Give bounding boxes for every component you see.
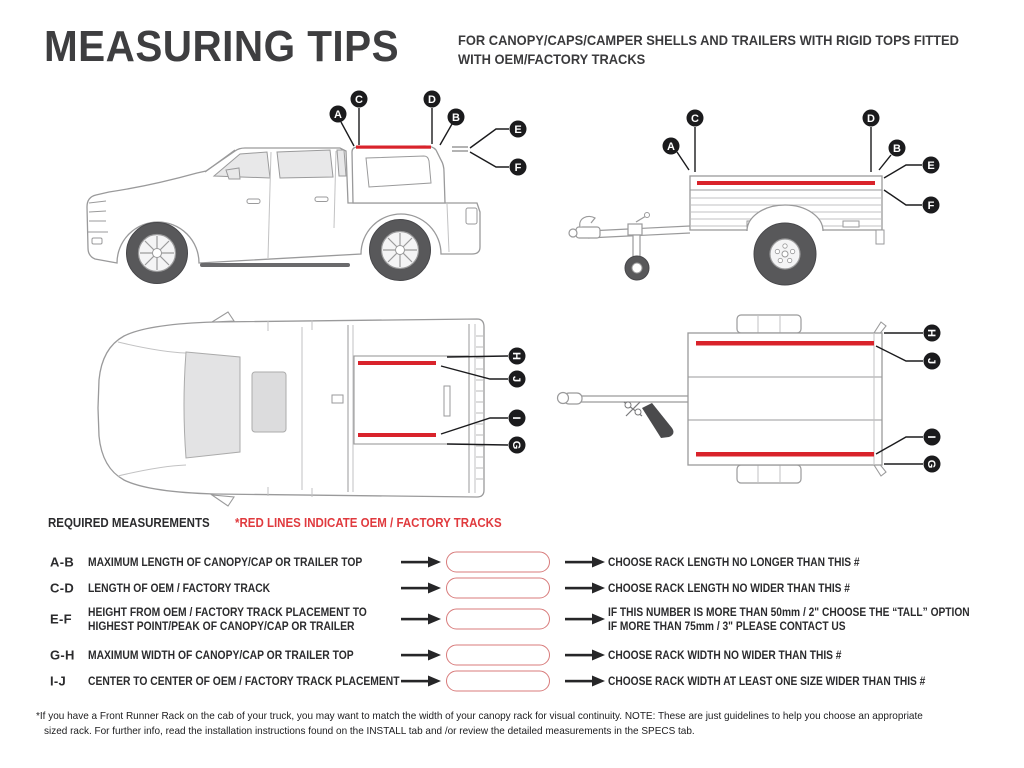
measurement-description: LENGTH OF OEM / FACTORY TRACK [88, 580, 271, 595]
measurements-section-header [48, 516, 525, 530]
label-badge-trailer-side-D [863, 110, 880, 127]
badge-letter: G [925, 459, 937, 469]
badge-letter: E [514, 124, 522, 136]
trailer-top-view-diagram [558, 315, 941, 483]
label-badge-truck-top-G [509, 437, 526, 454]
label-badge-trailer-side-A [663, 138, 680, 155]
arrow-right-icon [565, 613, 605, 625]
arrow-right-icon [565, 649, 605, 661]
measurement-description: HEIGHT FROM OEM / FACTORY TRACK PLACEMENT TO [88, 605, 367, 619]
truck-top-view-diagram [98, 312, 526, 506]
trailer-side-view-diagram [569, 110, 940, 286]
label-badge-trailer-side-B [889, 140, 906, 157]
measurement-description: CENTER TO CENTER OF OEM / FACTORY TRACK PLACEMENT [88, 673, 400, 688]
badge-letter: H [510, 352, 522, 360]
measurement-code: A-B [50, 554, 75, 569]
measurement-input-pill[interactable] [446, 577, 550, 598]
diagrams-canvas [0, 80, 1024, 510]
label-badge-truck-top-I [509, 410, 526, 427]
badge-letter: E [927, 160, 935, 172]
label-badge-trailer-top-G [924, 456, 941, 473]
label-badge-trailer-top-H [924, 325, 941, 342]
oem-track-red-line [697, 181, 875, 185]
arrow-right-icon [401, 556, 441, 568]
red-lines-note: *RED LINES INDICATE OEM / FACTORY TRACKS [235, 516, 502, 530]
measurement-row-gh [48, 644, 1008, 665]
arrow-right-icon [401, 582, 441, 594]
footnote-line-2: sized rack. For further info, read the installation instructions found on the INSTALL tab and /or review the detailed measurements in the SPECS tab. [44, 726, 695, 737]
truck-side-view-diagram [87, 91, 527, 284]
badge-letter: B [893, 143, 901, 155]
badge-letter: I [510, 416, 522, 420]
subtitle-line-2: WITH OEM/FACTORY TRACKS [458, 51, 646, 67]
badge-letter: G [510, 440, 522, 450]
measurement-code: G-H [50, 647, 75, 662]
measurement-guideline: CHOOSE RACK WIDTH NO WIDER THAN THIS # [608, 647, 842, 662]
label-badge-trailer-side-C [687, 110, 704, 127]
label-badge-trailer-side-F [923, 197, 940, 214]
badge-letter: B [452, 112, 460, 124]
arrow-right-icon [565, 675, 605, 687]
subtitle-line-1: FOR CANOPY/CAPS/CAMPER SHELLS AND TRAILERS WITH RIGID TOPS FITTED [458, 32, 959, 48]
label-badge-truck-side-C [351, 91, 368, 108]
measurement-guideline: CHOOSE RACK LENGTH NO LONGER THAN THIS # [608, 554, 860, 569]
label-badge-trailer-top-I [924, 429, 941, 446]
label-badge-truck-side-B [448, 109, 465, 126]
measurement-code: C-D [50, 580, 75, 595]
measurement-code: I-J [50, 673, 67, 688]
page-subtitle [458, 31, 1002, 69]
arrow-right-icon [401, 613, 441, 625]
measurement-guideline: CHOOSE RACK LENGTH NO WIDER THAN THIS # [608, 580, 850, 595]
measurement-row-ab [48, 551, 1008, 572]
badge-letter: F [514, 162, 522, 174]
label-badge-truck-top-H [509, 348, 526, 365]
page-title: MEASURING TIPS [44, 22, 400, 71]
measurement-input-pill[interactable] [446, 551, 550, 572]
badge-letter: J [925, 357, 937, 365]
measurement-row-ef [48, 603, 1008, 635]
arrow-right-icon [565, 582, 605, 594]
label-badge-truck-top-J [509, 371, 526, 388]
badge-letter: D [428, 94, 436, 106]
measurement-code: E-F [50, 611, 72, 627]
label-badge-truck-side-E [510, 121, 527, 138]
measurement-input-pill[interactable] [446, 609, 550, 630]
badge-letter: H [925, 329, 937, 337]
height-reference-mark [452, 147, 468, 151]
badge-letter: F [927, 200, 935, 212]
badge-letter: J [510, 375, 522, 383]
label-badge-trailer-side-E [923, 157, 940, 174]
measurement-input-pill[interactable] [446, 670, 550, 691]
badge-letter: D [867, 113, 875, 125]
arrow-right-icon [401, 649, 441, 661]
measurement-input-pill[interactable] [446, 644, 550, 665]
badge-letter: A [667, 141, 675, 153]
measurement-row-ij [48, 670, 1008, 691]
label-badge-truck-side-A [330, 106, 347, 123]
badge-letter: I [925, 435, 937, 439]
label-badge-truck-side-D [424, 91, 441, 108]
oem-track-red-line [356, 146, 431, 149]
measurement-description: MAXIMUM LENGTH OF CANOPY/CAP OR TRAILER TOP [88, 554, 363, 569]
badge-letter: C [691, 113, 699, 125]
label-badge-trailer-top-J [924, 353, 941, 370]
arrow-right-icon [565, 556, 605, 568]
footnote-line-1: *If you have a Front Runner Rack on the cab of your truck, you may want to match the width of your canopy rack for visual continuity. NOTE: These are just guidelines to help you choose an appropriate [36, 711, 923, 722]
measurement-guideline: IF THIS NUMBER IS MORE THAN 50mm / 2" CHOOSE THE “TALL” OPTION [608, 605, 970, 619]
badge-letter: C [355, 94, 363, 106]
footnote [36, 709, 950, 739]
measurement-description-line2: HIGHEST POINT/PEAK OF CANOPY/CAP OR TRAILER [88, 619, 355, 633]
measurement-description: MAXIMUM WIDTH OF CANOPY/CAP OR TRAILER TOP [88, 647, 354, 662]
measurement-row-cd [48, 577, 1008, 598]
measurement-guideline-line2: IF MORE THAN 75mm / 3" PLEASE CONTACT US [608, 619, 846, 633]
badge-letter: A [334, 109, 342, 121]
label-badge-truck-side-F [510, 159, 527, 176]
measurement-guideline: CHOOSE RACK WIDTH AT LEAST ONE SIZE WIDER THAN THIS # [608, 673, 926, 688]
required-measurements-heading: REQUIRED MEASUREMENTS [48, 516, 210, 530]
arrow-right-icon [401, 675, 441, 687]
